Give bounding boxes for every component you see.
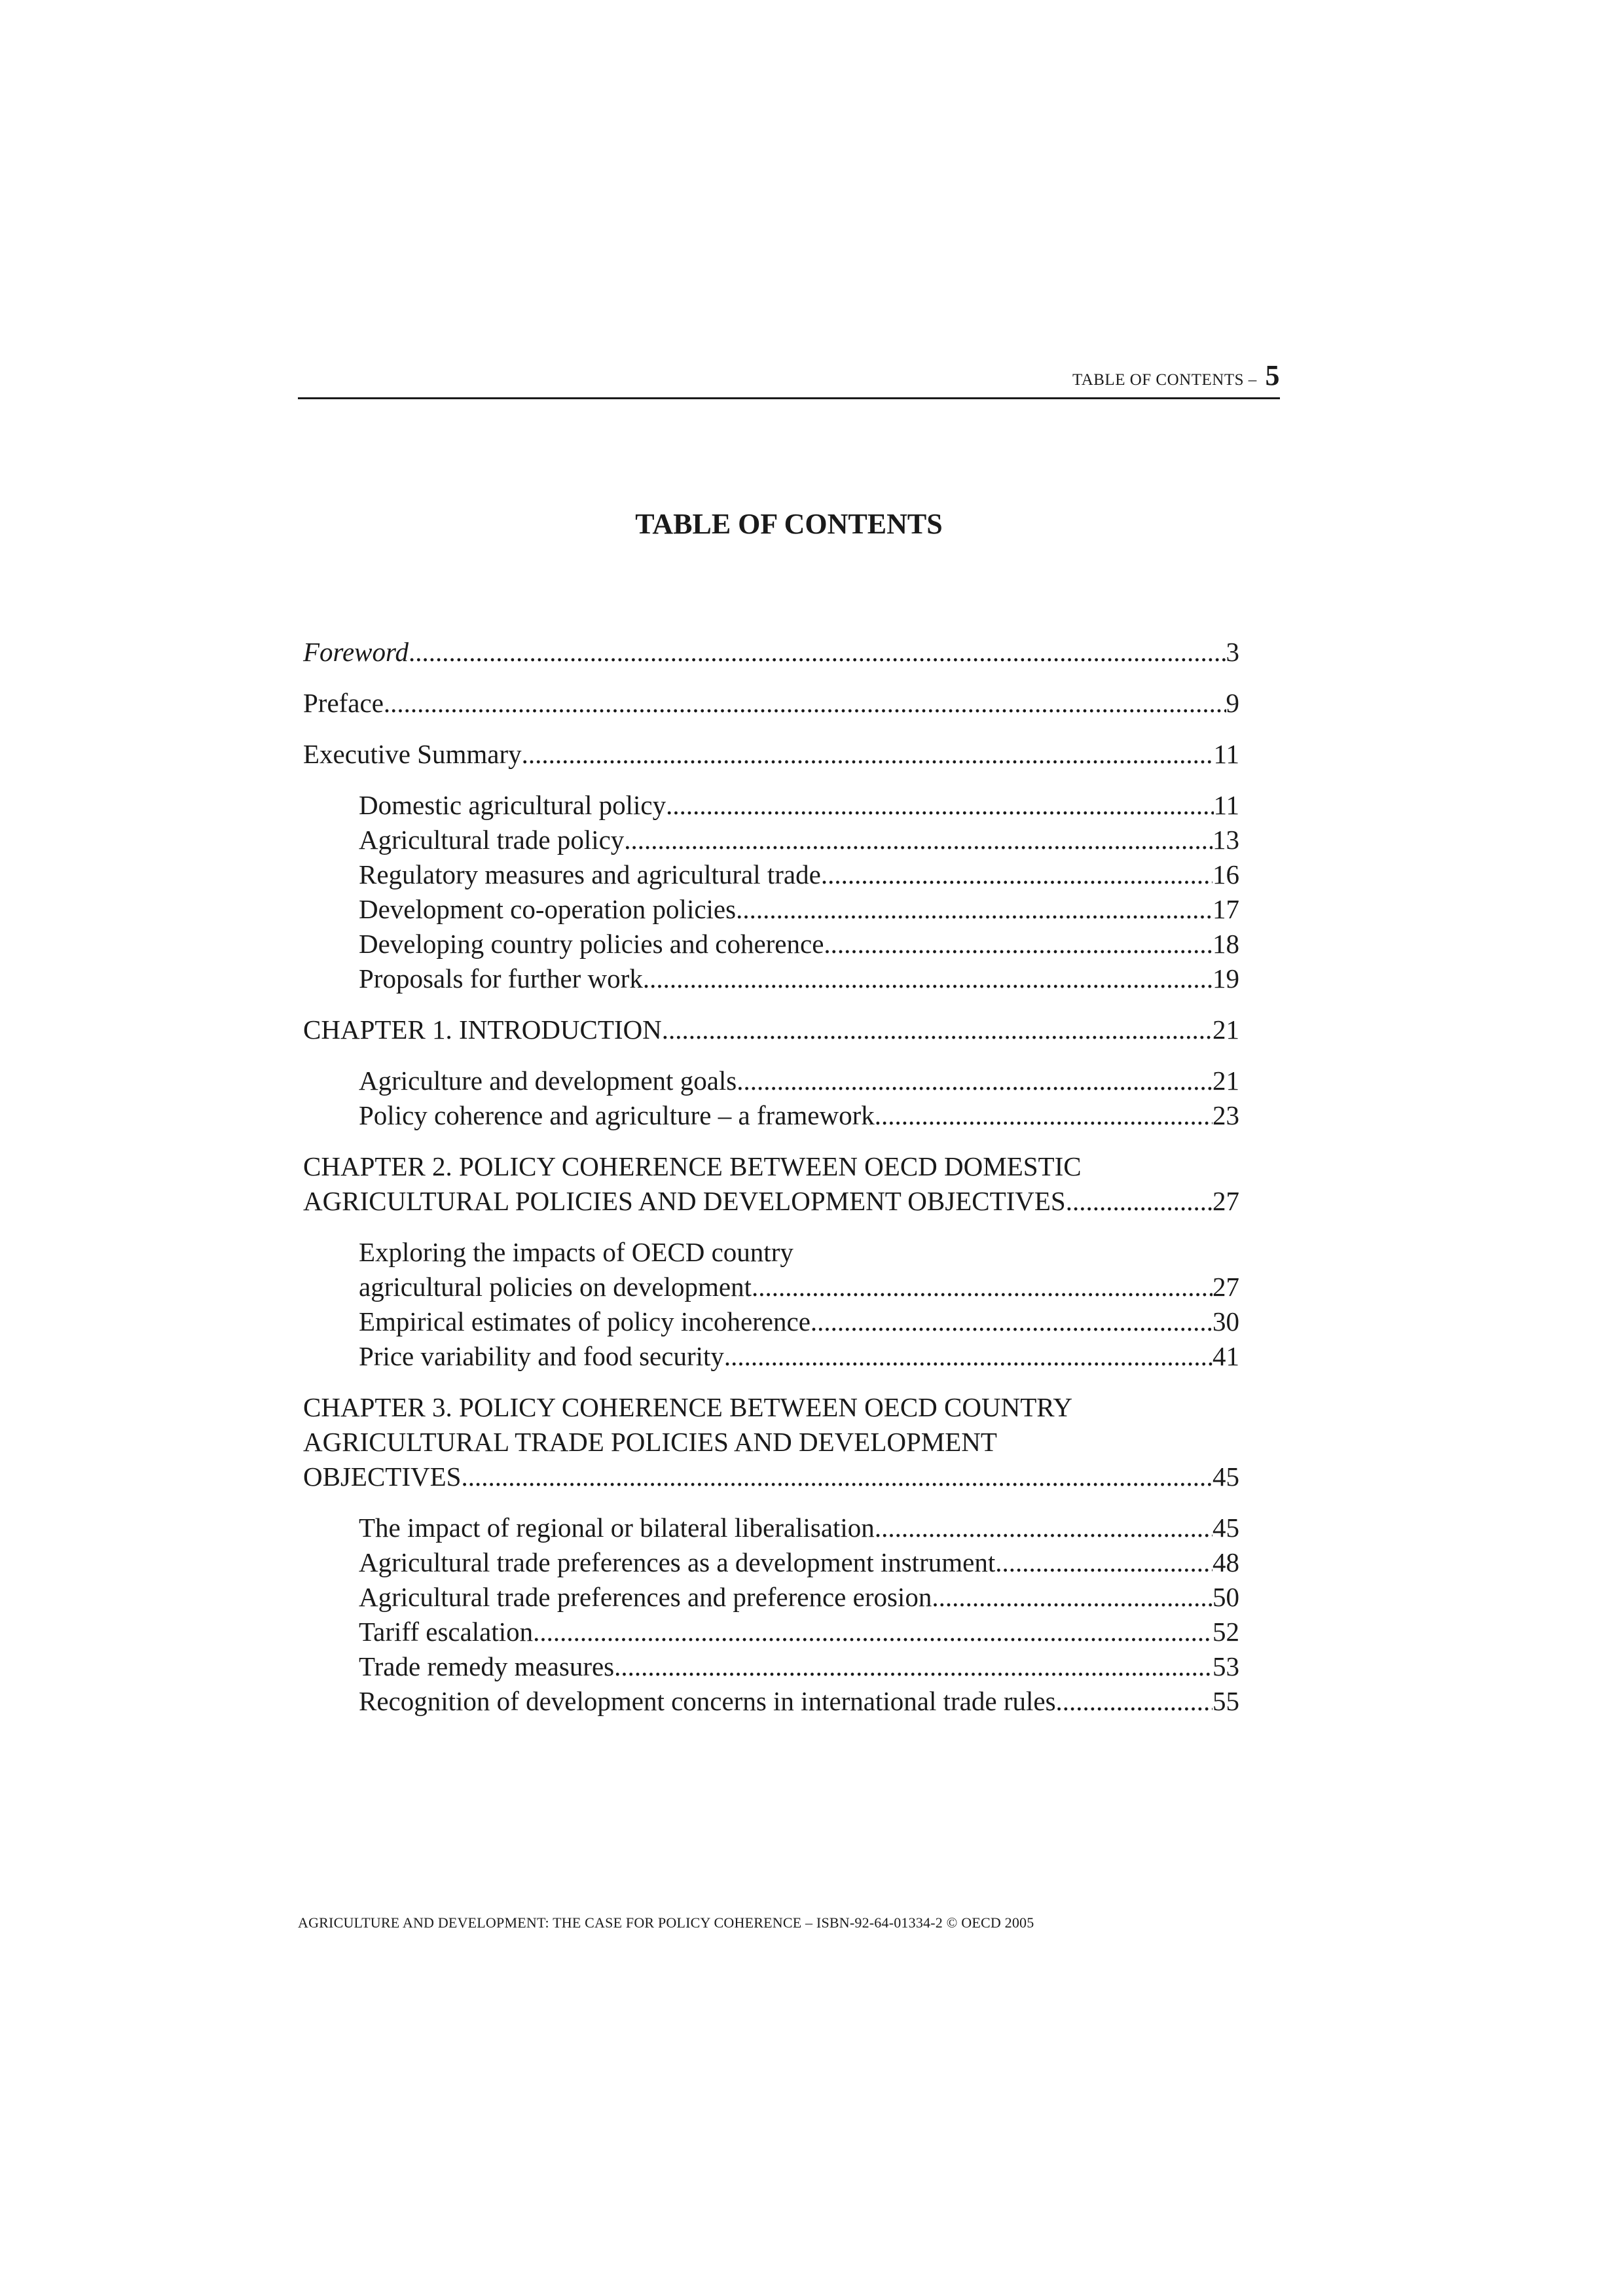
dot-leader <box>614 1649 1213 1684</box>
toc-page-number: 18 <box>1213 929 1239 959</box>
running-head-title: TABLE OF CONTENTS <box>1072 371 1244 389</box>
dot-leader <box>384 686 1226 721</box>
toc-entry-chapter-1[interactable] <box>303 1013 1239 1047</box>
toc-page-number: 23 <box>1213 1100 1239 1130</box>
toc-page-number: 48 <box>1213 1547 1239 1577</box>
dot-leader <box>1066 1184 1213 1219</box>
page-footer: AGRICULTURE AND DEVELOPMENT: THE CASE FOR POLICY COHERENCE – ISBN-92-64-01334-2 © OECD 2005 <box>298 1914 1034 1931</box>
running-head <box>298 359 1280 392</box>
toc-entry-label: Tariff escalation <box>359 1617 534 1647</box>
toc-page-number: 55 <box>1213 1686 1239 1716</box>
toc-entry-label: Preface <box>303 688 384 718</box>
page-title: TABLE OF CONTENTS <box>635 508 943 540</box>
dot-leader <box>737 1064 1213 1098</box>
toc-subentry[interactable] <box>303 1098 1239 1133</box>
toc-page-number: 16 <box>1213 859 1239 889</box>
toc-entry-label: Agricultural trade preferences and preference erosion <box>359 1582 932 1612</box>
toc-page-number: 30 <box>1213 1306 1239 1336</box>
toc-page-number: 50 <box>1213 1582 1239 1612</box>
toc-entry-label: Policy coherence and agriculture – a framework <box>359 1100 875 1130</box>
toc-entry-label: Foreword <box>303 637 409 667</box>
toc-page-number: 21 <box>1213 1014 1239 1045</box>
dot-leader <box>624 823 1213 857</box>
toc-subentry[interactable] <box>303 857 1239 892</box>
toc-entry-chapter-3-line-2[interactable]: AGRICULTURAL TRADE POLICIES AND DEVELOPMENT <box>303 1427 997 1457</box>
dot-leader <box>875 1098 1213 1133</box>
toc-subentry-line-1[interactable]: Exploring the impacts of OECD country <box>359 1237 793 1267</box>
toc-page-number: 27 <box>1213 1272 1239 1302</box>
dot-leader <box>932 1580 1213 1615</box>
toc-entry-label: Price variability and food security <box>359 1341 724 1371</box>
dot-leader <box>752 1270 1213 1304</box>
toc-entry-label: Agricultural trade preferences as a development instrument <box>359 1547 996 1577</box>
toc-page-number: 52 <box>1213 1617 1239 1647</box>
toc-subentry[interactable] <box>303 788 1239 823</box>
toc-entry-label: Recognition of development concerns in international trade rules <box>359 1686 1056 1716</box>
dot-leader <box>643 961 1213 996</box>
toc-entry-label: Empirical estimates of policy incoherence <box>359 1306 811 1336</box>
dot-leader <box>533 1615 1213 1649</box>
toc-subentry[interactable] <box>303 1580 1239 1615</box>
dot-leader <box>461 1460 1213 1494</box>
dot-leader <box>824 927 1213 961</box>
toc-entry-label: Agriculture and development goals <box>359 1066 737 1096</box>
dot-leader <box>724 1339 1213 1374</box>
dot-leader <box>811 1304 1213 1339</box>
toc-entry-label: Domestic agricultural policy <box>359 790 666 820</box>
toc-entry-label: AGRICULTURAL POLICIES AND DEVELOPMENT OBJECTIVES <box>303 1186 1066 1216</box>
dot-leader <box>409 635 1226 670</box>
toc-page-number: 13 <box>1213 825 1239 855</box>
toc-entry-label: CHAPTER 1. INTRODUCTION <box>303 1014 662 1045</box>
toc-entry-label: Executive Summary <box>303 739 522 769</box>
toc-entry-label: OBJECTIVES <box>303 1462 462 1492</box>
toc-entry-label: agricultural policies on development <box>359 1272 752 1302</box>
toc-page-number: 11 <box>1213 739 1239 769</box>
toc-entry-chapter-2-line-1[interactable]: CHAPTER 2. POLICY COHERENCE BETWEEN OECD DOMESTIC <box>303 1151 1082 1181</box>
toc-entry-label: Developing country policies and coherence <box>359 929 824 959</box>
toc-page-number: 41 <box>1213 1341 1239 1371</box>
toc-page-number: 3 <box>1226 637 1239 667</box>
toc-page-number: 19 <box>1213 963 1239 994</box>
toc-subentry[interactable] <box>303 823 1239 857</box>
toc-subentry[interactable] <box>303 1615 1239 1649</box>
toc-page-number: 21 <box>1213 1066 1239 1096</box>
dot-leader <box>821 857 1213 892</box>
toc-entry-chapter-3[interactable] <box>303 1460 1239 1494</box>
toc-page-number: 11 <box>1213 790 1239 820</box>
toc-subentry[interactable] <box>303 892 1239 927</box>
toc-entry-label: Development co-operation policies <box>359 894 737 924</box>
toc-entry-preface[interactable] <box>303 686 1239 721</box>
toc-subentry[interactable] <box>303 1339 1239 1374</box>
toc-subentry[interactable] <box>303 1064 1239 1098</box>
toc-page-number: 17 <box>1213 894 1239 924</box>
toc-subentry[interactable] <box>303 927 1239 961</box>
toc-subentry[interactable] <box>303 1684 1239 1719</box>
dot-leader <box>736 892 1213 927</box>
toc-subentry[interactable] <box>303 1511 1239 1545</box>
toc-entry-executive-summary[interactable] <box>303 737 1239 772</box>
toc-subentry[interactable] <box>303 1304 1239 1339</box>
dot-leader <box>522 737 1214 772</box>
header-rule <box>298 397 1280 399</box>
toc-entry-label: Trade remedy measures <box>359 1651 615 1681</box>
toc-entry-label: Proposals for further work <box>359 963 643 994</box>
running-head-separator: – <box>1248 371 1257 389</box>
toc-entry-label: Agricultural trade policy <box>359 825 625 855</box>
dot-leader <box>666 788 1213 823</box>
toc-entry-chapter-2[interactable] <box>303 1184 1239 1219</box>
dot-leader <box>875 1511 1213 1545</box>
table-of-contents <box>303 635 1239 1719</box>
toc-page-number: 45 <box>1213 1513 1239 1543</box>
toc-page-number: 45 <box>1213 1462 1239 1492</box>
toc-page-number: 27 <box>1213 1186 1239 1216</box>
dot-leader <box>662 1013 1213 1047</box>
toc-entry-foreword[interactable] <box>303 635 1239 670</box>
toc-subentry[interactable] <box>303 1545 1239 1580</box>
toc-page-number: 53 <box>1213 1651 1239 1681</box>
toc-entry-label: Regulatory measures and agricultural trade <box>359 859 821 889</box>
page-number: 5 <box>1265 359 1280 391</box>
toc-subentry[interactable] <box>303 1270 1239 1304</box>
toc-entry-label: The impact of regional or bilateral liberalisation <box>359 1513 875 1543</box>
toc-page-number: 9 <box>1226 688 1239 718</box>
toc-entry-chapter-3-line-1[interactable]: CHAPTER 3. POLICY COHERENCE BETWEEN OECD COUNTRY <box>303 1392 1072 1422</box>
dot-leader <box>995 1545 1213 1580</box>
dot-leader <box>1056 1684 1213 1719</box>
toc-subentry[interactable] <box>303 961 1239 996</box>
toc-subentry[interactable] <box>303 1649 1239 1684</box>
